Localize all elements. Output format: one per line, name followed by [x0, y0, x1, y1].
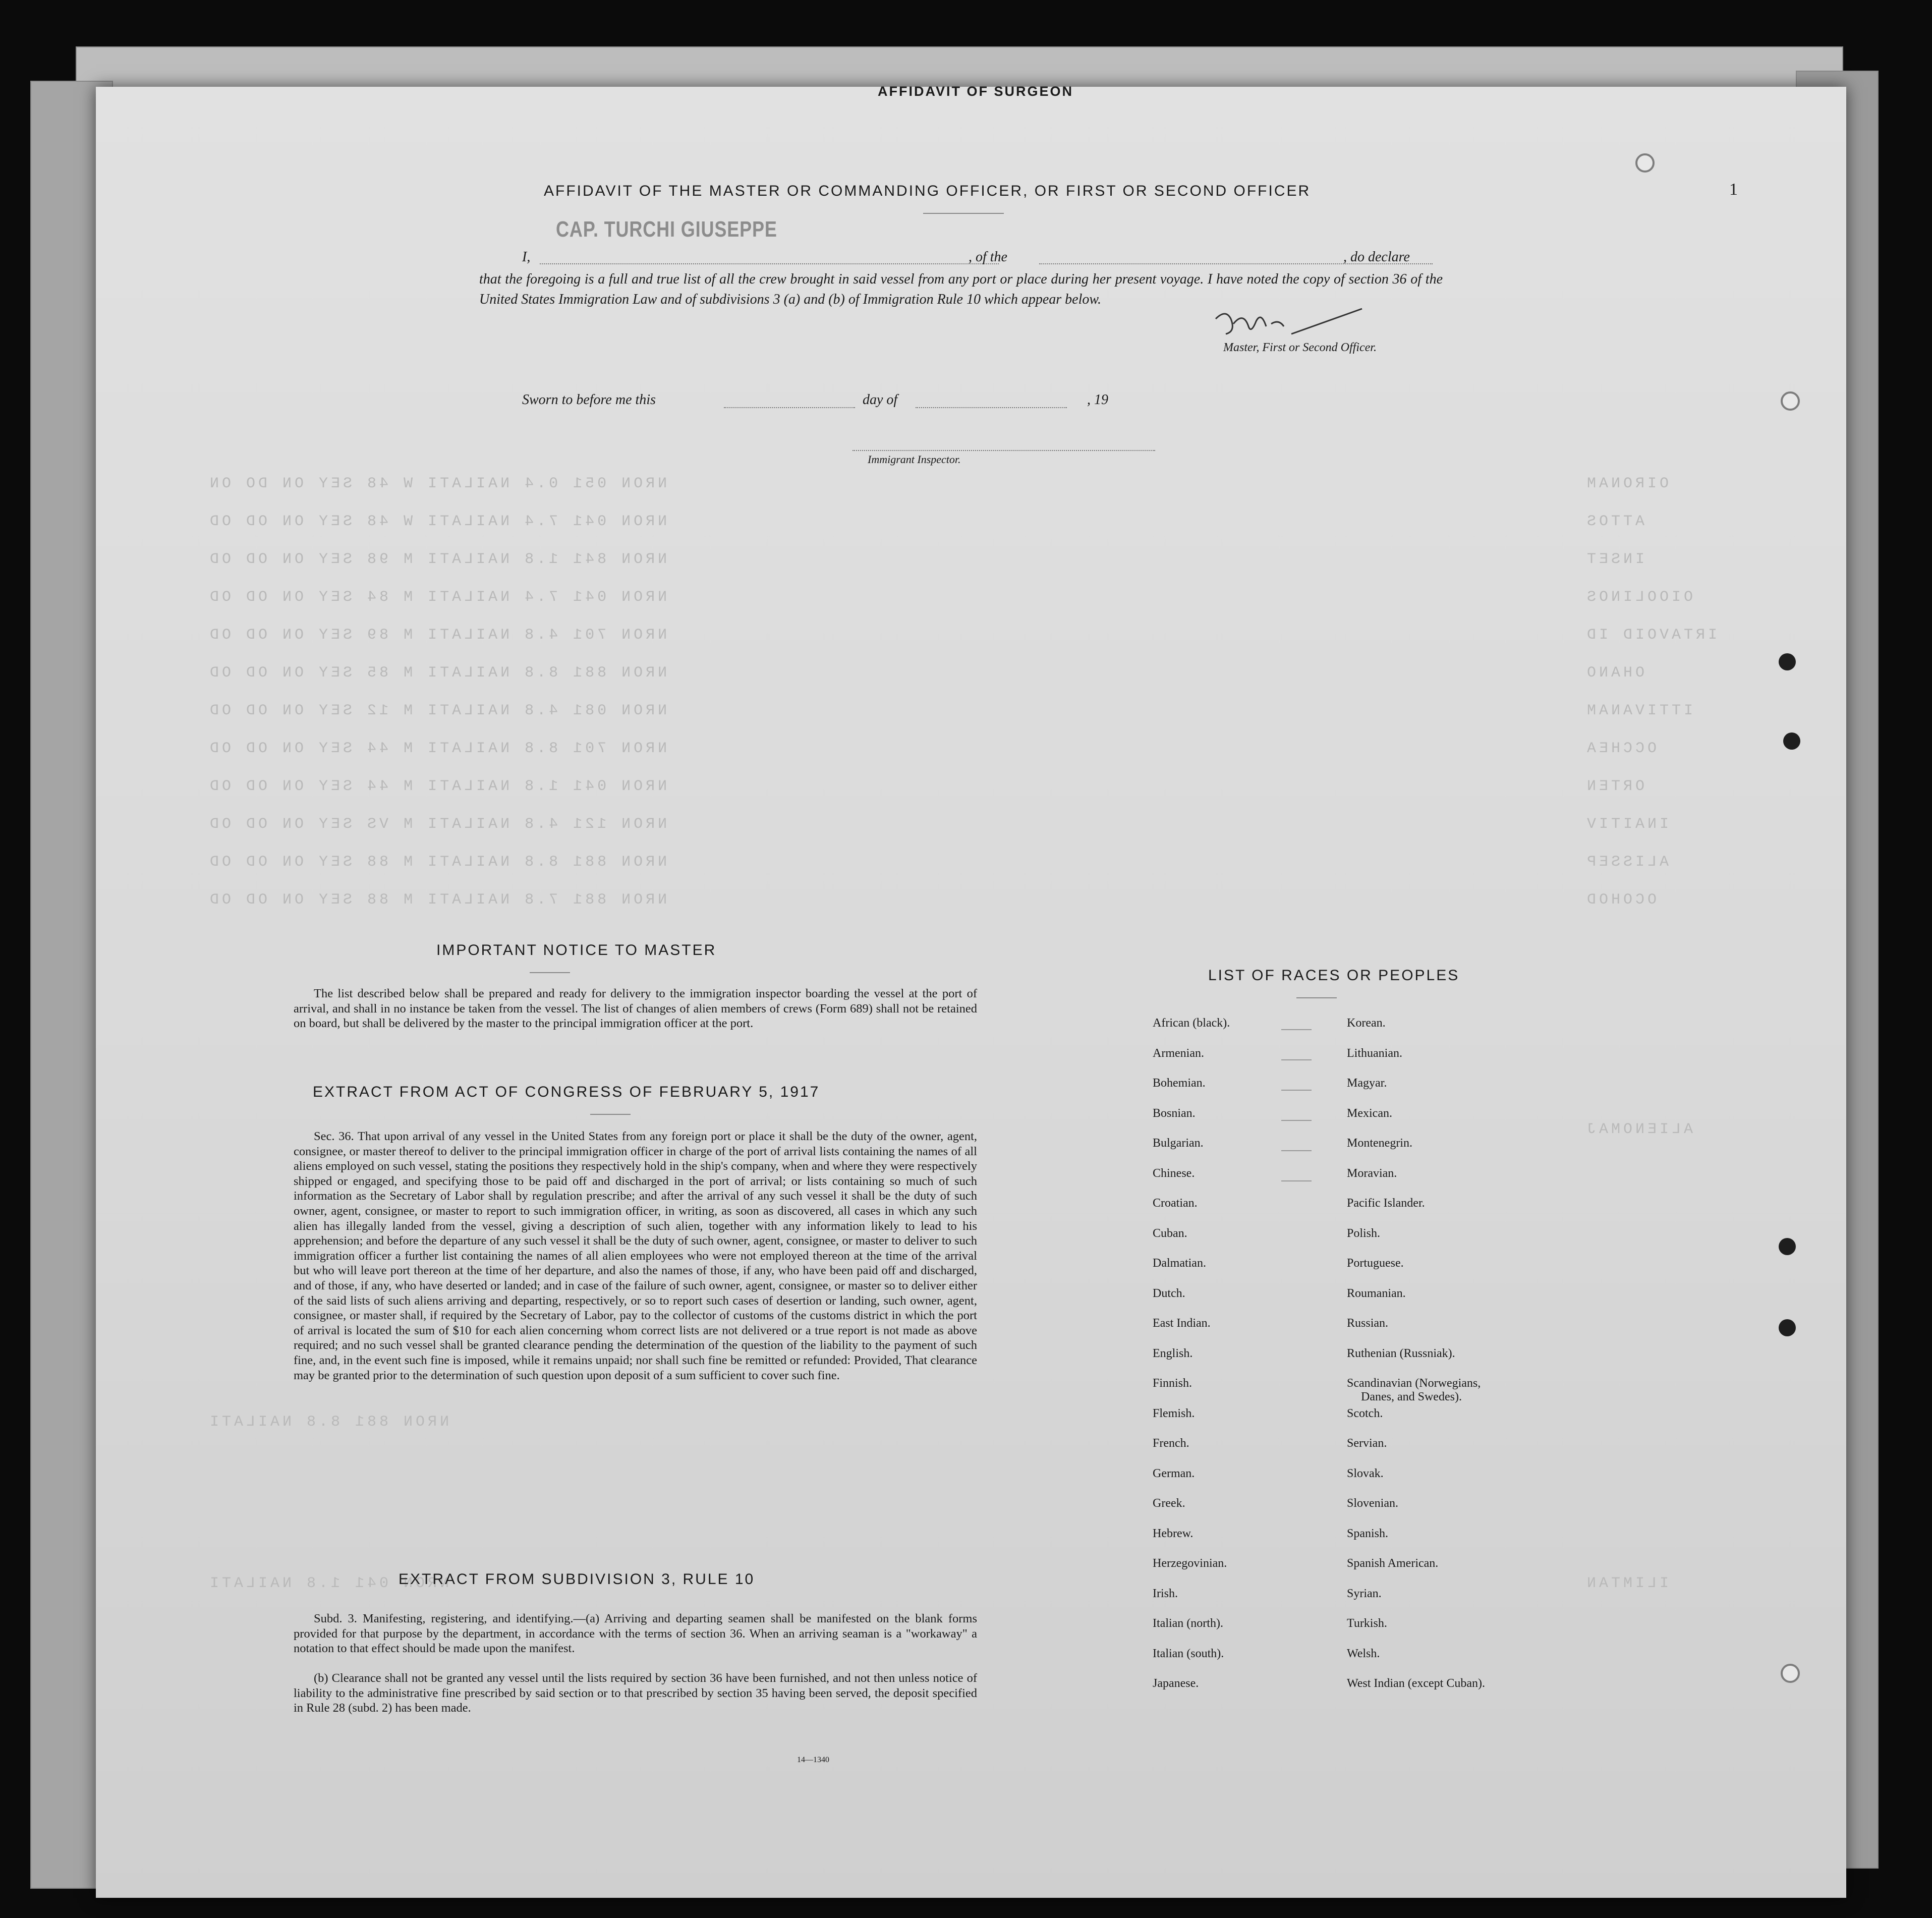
punch-ring — [1781, 391, 1800, 411]
notice-underline — [530, 972, 570, 973]
race-item: Dalmatian. — [1153, 1257, 1206, 1270]
act-title: EXTRACT FROM ACT OF CONGRESS OF FEBRUARY 5, 1917 — [313, 1084, 820, 1100]
ghost-row: NRON 121 4.8 NAILATI M VS SEY ON OD OD — [207, 816, 667, 833]
act-underline — [590, 1114, 631, 1115]
ghost-row: IRTAVOID ID — [1584, 627, 1718, 644]
dash-mark — [1281, 1090, 1312, 1091]
race-item: Polish. — [1347, 1227, 1381, 1240]
race-item: Bulgarian. — [1153, 1137, 1204, 1150]
race-item: Moravian. — [1347, 1167, 1397, 1180]
race-item: Turkish. — [1347, 1617, 1387, 1630]
ghost-row: ATTOS — [1584, 513, 1645, 530]
ghost-row: ALISSEP — [1584, 854, 1669, 871]
ghost-row: NRON 041 1.8 NAILATI M 44 SEY ON OD OD — [207, 778, 667, 795]
race-item-continued: Danes, and Swedes). — [1361, 1390, 1462, 1403]
race-item: Welsh. — [1347, 1647, 1380, 1660]
race-item: English. — [1153, 1347, 1193, 1360]
ghost-row: NRON 041 7.4 NAILATI W 48 SEY ON OD OD — [207, 513, 667, 530]
race-item: Magyar. — [1347, 1077, 1387, 1090]
punch-hole — [1783, 732, 1800, 750]
year-label: , 19 — [1087, 392, 1108, 408]
ghost-row: NRON 081 4.8 NAILATI M 12 SEY ON OD OD — [207, 702, 667, 719]
rule-para-b: (b) Clearance shall not be granted any vessel until the lists required by section 36 have been furnished, and not then unless notice of liability to the administrative fine prescribed by said section or to that prescribed by section 35 having been served, the deposit specified in Rule 28 (subd. 2) has been made. — [294, 1671, 977, 1715]
day-label: day of — [863, 392, 898, 408]
title-underline — [923, 213, 1004, 214]
ghost-row: ORTEN — [1584, 778, 1645, 795]
ghost-row: NRON 841 1.8 NAILATI M 98 SEY ON OD OD — [207, 551, 667, 568]
race-item: Slovenian. — [1347, 1497, 1398, 1510]
punch-hole — [1779, 1319, 1796, 1336]
ghost-row: NRON 881 7.8 NAILATI M 88 SEY ON OD OD — [207, 891, 667, 909]
race-item: Herzegovinian. — [1153, 1557, 1227, 1570]
ghost-row: OHANO — [1584, 664, 1645, 682]
race-item: German. — [1153, 1467, 1195, 1480]
ghost-row: NRON 041 1.8 NAILATI — [207, 1575, 449, 1592]
ghost-row: OCCHEA — [1584, 740, 1657, 757]
sworn-day-line — [724, 407, 855, 408]
act-body: Sec. 36. That upon arrival of any vessel in the United States from any foreign port or place it shall be the duty of the owner, agent, consignee, or master thereof to deliver to the principal immigration officer in charge of the port of arrival lists containing the names of all aliens employed on such vessel, stating the positions they respectively hold in the ship's company, when and where they were respectively shipped or engaged, and specifying those to be paid off and discharged in the port of arrival; or lists containing so much of such information as the Secretary of Labor shall by regulation prescribe; and after the arrival of any such vessel it shall be the duty of such owner, agent, consignee, or master to report to such immigration officer, in writing, as soon as discovered, all cases in which any such alien has illegally landed from the vessel, giving a description of such alien, together with any information likely to lead to his apprehension; and before the departure of any such vessel it shall be the duty of such owner, agent, consignee, or master to deliver to such immigration officer a further list containing the names of all alien employees who were not employed thereon at the time of the arrival but who will leave port thereon at the time of her departure, and also the names of those, if any, who have been paid off and discharged, and of those, if any, who have deserted or landed; and in case of the failure of such owner, agent, consignee, or master so to deliver either of the said lists of such aliens arriving and departing, respectively, or so to report such cases of desertion or landing, such owner, agent, consignee, or master shall, if required by the Secretary of Labor, pay to the collector of customs of the customs district in which the port of arrival is located the sum of $10 for each alien concerning whom correct lists are not delivered or a true report is not made as above required; and no such vessel shall be granted clearance pending the determination of the question of the liability to the payment of such fine, and, in the event such fine is imposed, while it remains unpaid; nor shall such fine be remitted or refunded: Provided, That clearance may be granted prior to the determination of such question upon deposit of a sum sufficient to cover such fine. — [294, 1130, 977, 1382]
race-item: Montenegrin. — [1347, 1137, 1412, 1150]
race-item: Pacific Islander. — [1347, 1197, 1425, 1210]
ghost-row: OIRONAM — [1584, 475, 1669, 492]
race-item: Flemish. — [1153, 1407, 1195, 1420]
punch-ring — [1781, 1664, 1800, 1683]
race-item: Slovak. — [1347, 1467, 1384, 1480]
races-title: LIST OF RACES OR PEOPLES — [1208, 967, 1460, 984]
race-item: Irish. — [1153, 1587, 1178, 1600]
dash-mark — [1281, 1029, 1312, 1030]
dash-mark — [1281, 1180, 1312, 1181]
race-item: Croatian. — [1153, 1197, 1198, 1210]
race-item: Scandinavian (Norwegians, — [1347, 1377, 1481, 1390]
punch-ring — [1635, 153, 1655, 173]
race-item: Spanish. — [1347, 1527, 1389, 1540]
top-heading: AFFIDAVIT OF SURGEON — [878, 84, 1073, 99]
ghost-row: NRON 051 0.4 NAILATI W 48 SEY ON DO ON — [207, 475, 667, 492]
ghost-row: NRON 701 8.8 NAILATI M 44 SEY ON OD OD — [207, 740, 667, 757]
document-page — [96, 84, 1846, 1898]
race-item: West Indian (except Cuban). — [1347, 1677, 1485, 1690]
inspector-line — [853, 450, 1155, 451]
ghost-row: NRON 881 8.8 NAILATI M 88 SEY ON OD OD — [207, 854, 667, 871]
race-item: Armenian. — [1153, 1047, 1204, 1060]
ghost-row: OIOOLINOS — [1584, 589, 1693, 606]
race-item: Bosnian. — [1153, 1107, 1196, 1120]
notice-body: The list described below shall be prepared and ready for delivery to the immigration inspector boarding the vessel at the port of arrival, and shall in no instance be taken from the vessel. The list of changes of alien members of crews (Form 689) shall not be retained on board, but shall be delivered by the master to the principal immigration officer at the port. — [294, 987, 977, 1031]
race-item: Japanese. — [1153, 1677, 1199, 1690]
page-mark: 1 — [1729, 180, 1738, 199]
signature-caption: Master, First or Second Officer. — [1223, 341, 1377, 354]
dash-mark — [1281, 1059, 1312, 1060]
race-item: Bohemian. — [1153, 1077, 1206, 1090]
ghost-row: ITTIVANAM — [1584, 702, 1693, 719]
ghost-row: OCOHOD — [1584, 891, 1657, 909]
race-item: Ruthenian (Russniak). — [1347, 1347, 1455, 1360]
punch-hole — [1779, 1238, 1796, 1255]
name-line — [540, 263, 999, 264]
ghost-row: INSET — [1584, 551, 1645, 568]
declaration-i: I, — [522, 249, 531, 265]
ghost-row: NRON 041 7.4 NAILATI M 84 SEY ON OD OD — [207, 589, 667, 606]
punch-hole — [1779, 653, 1796, 670]
race-item: East Indian. — [1153, 1317, 1211, 1330]
ghost-row: INAITIV — [1584, 816, 1669, 833]
ghost-row: ALIENOMAJ — [1584, 1121, 1693, 1138]
inspector-label: Immigrant Inspector. — [868, 453, 961, 466]
declaration-body: that the foregoing is a full and true list of all the crew brought in said vessel from any port or place during her present voyage. I have noted the copy of section 36 of the United States Immigration Law and of subdivisions 3 (a) and (b) of Immigration Rule 10 which appear below. — [479, 271, 1443, 307]
race-item: Syrian. — [1347, 1587, 1382, 1600]
race-item: Finnish. — [1153, 1377, 1192, 1390]
race-item: Scotch. — [1347, 1407, 1383, 1420]
race-item: Lithuanian. — [1347, 1047, 1402, 1060]
race-item: Korean. — [1347, 1017, 1386, 1030]
race-item: Russian. — [1347, 1317, 1389, 1330]
rule-title: EXTRACT FROM SUBDIVISION 3, RULE 10 — [399, 1571, 755, 1588]
ghost-row: ILIMTAN — [1584, 1575, 1669, 1592]
form-number: 14—1340 — [797, 1756, 829, 1764]
ghost-row: NRON 881 8.8 NAILATI — [207, 1414, 449, 1431]
ghost-row: NRON 701 4.8 NAILATI M 89 SEY ON OD OD — [207, 627, 667, 644]
race-item: Italian (south). — [1153, 1647, 1224, 1660]
race-item: Cuban. — [1153, 1227, 1187, 1240]
captain-stamp: CAP. TURCHI GIUSEPPE — [556, 217, 777, 242]
race-item: Chinese. — [1153, 1167, 1195, 1180]
dash-mark — [1281, 1150, 1312, 1151]
race-item: Spanish American. — [1347, 1557, 1439, 1570]
race-item: Greek. — [1153, 1497, 1185, 1510]
race-item: Portuguese. — [1347, 1257, 1404, 1270]
races-underline — [1296, 997, 1337, 998]
ghost-row: NRON 881 8.8 NAILATI M 85 SEY ON OD OD — [207, 664, 667, 682]
race-item: Servian. — [1347, 1437, 1387, 1450]
declaration-of: , of the — [969, 249, 1007, 265]
rule-para-a: Subd. 3. Manifesting, registering, and identifying.—(a) Arriving and departing seamen shall be manifested on the blank forms provided for that purpose by the department, in accordance with the terms of section 36. When an arriving seaman is a "workaway" a notation to that effect should be made upon the manifest. — [294, 1612, 977, 1656]
affidavit-title: AFFIDAVIT OF THE MASTER OR COMMANDING OFFICER, OR FIRST OR SECOND OFFICER — [544, 183, 1311, 199]
notice-title: IMPORTANT NOTICE TO MASTER — [436, 942, 717, 958]
race-item: Dutch. — [1153, 1287, 1185, 1300]
race-item: Italian (north). — [1153, 1617, 1223, 1630]
race-item: Hebrew. — [1153, 1527, 1194, 1540]
sworn-label: Sworn to before me this — [522, 392, 656, 408]
sworn-month-line — [916, 407, 1067, 408]
race-item: Mexican. — [1347, 1107, 1392, 1120]
dash-mark — [1281, 1120, 1312, 1121]
declaration-declare: , do declare — [1343, 249, 1410, 265]
race-item: Roumanian. — [1347, 1287, 1406, 1300]
race-item: African (black). — [1153, 1017, 1230, 1030]
race-item: French. — [1153, 1437, 1189, 1450]
